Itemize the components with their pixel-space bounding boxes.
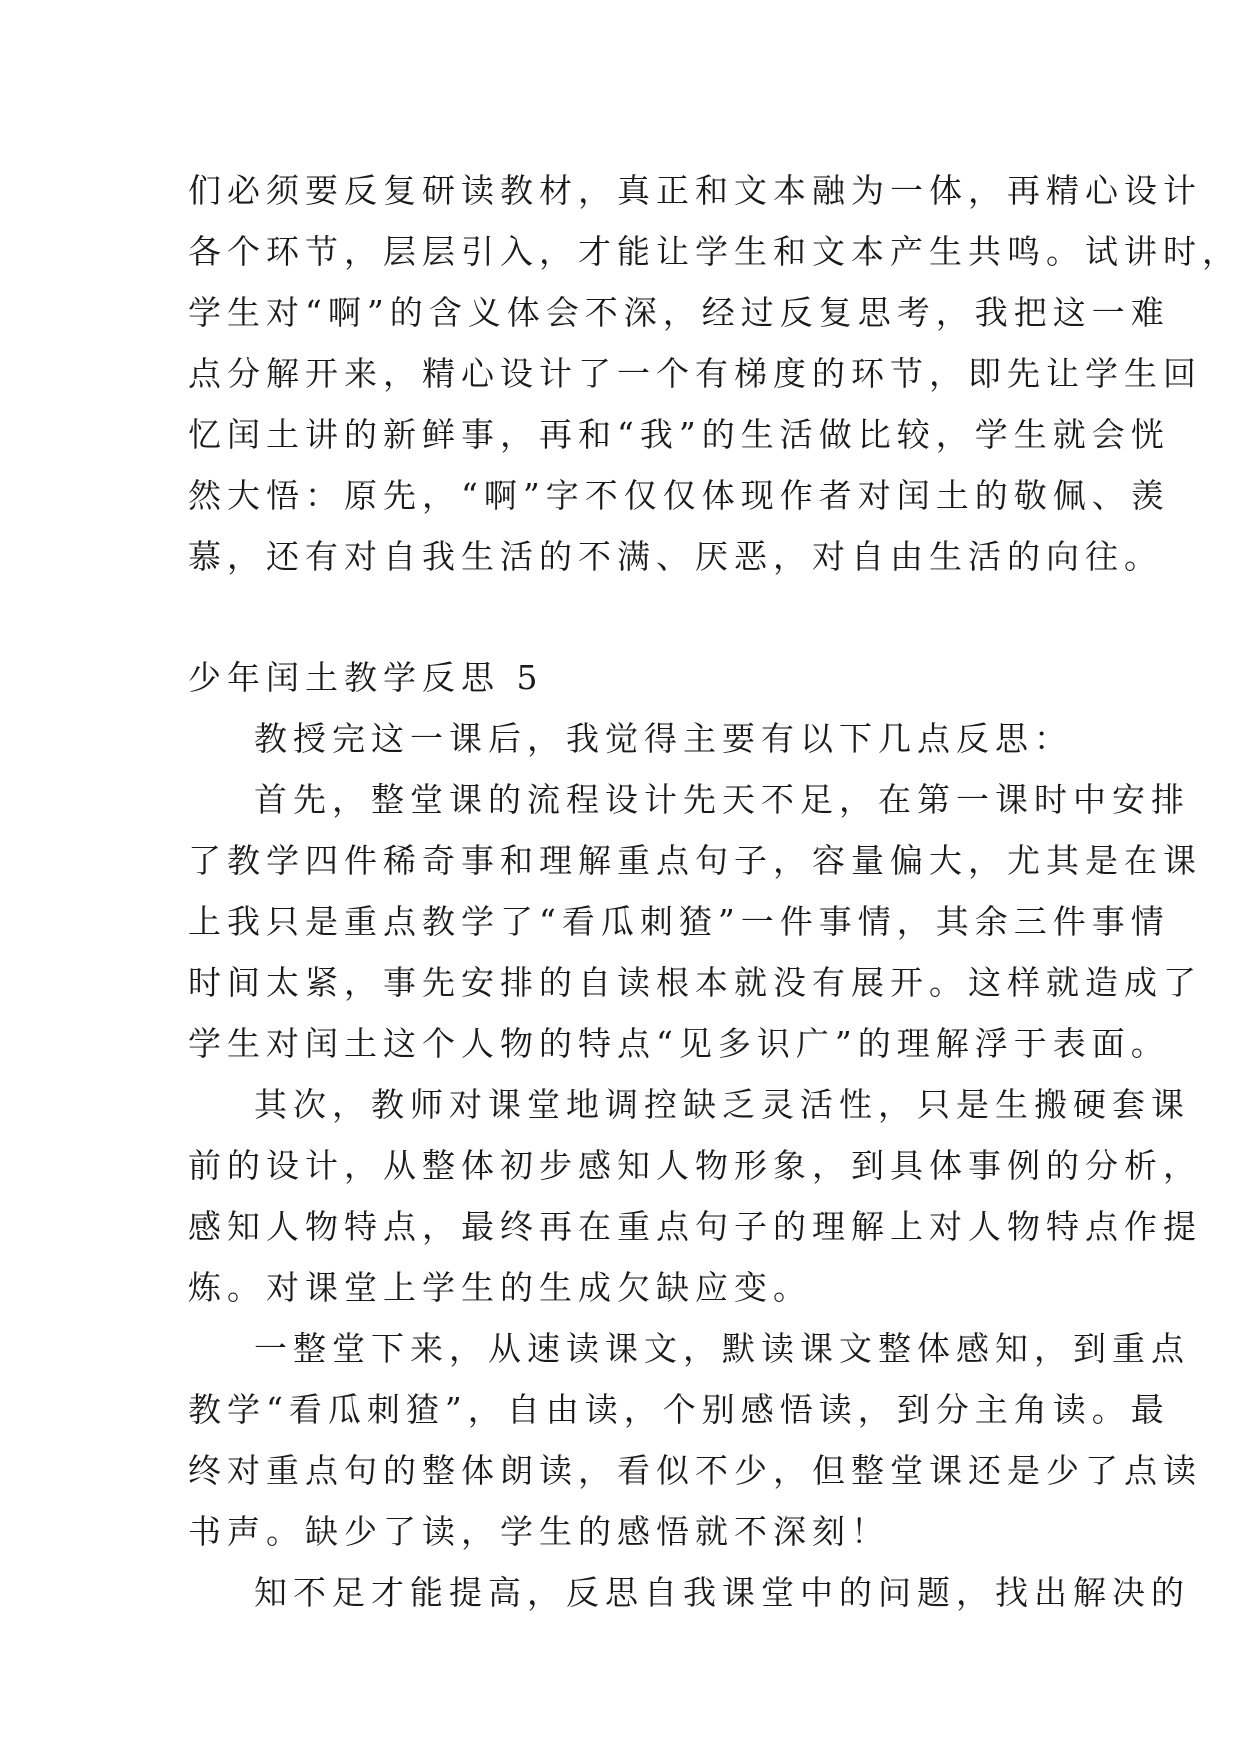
text-line: 忆闰土讲的新鲜事，再和“我”的生活做比较，学生就会恍	[188, 415, 1170, 454]
text-line: 了教学四件稀奇事和理解重点句子，容量偏大，尤其是在课	[188, 841, 1202, 880]
text-line: 教学“看瓜刺猹”，自由读，个别感悟读，到分主角读。最	[188, 1390, 1170, 1429]
text-line: 然大悟：原先，“啊”字不仅仅体现作者对闰土的敬佩、羡	[188, 476, 1170, 515]
text-line: 上我只是重点教学了“看瓜刺猹”一件事情，其余三件事情	[188, 902, 1170, 941]
paragraph-3	[188, 1074, 1202, 1318]
text-line: 各个环节，层层引入，才能让学生和文本产生共鸣。试讲时，	[188, 232, 1241, 271]
text-line: 们必须要反复研读教材，真正和文本融为一体，再精心设计	[188, 171, 1202, 210]
document-page	[188, 160, 1241, 1623]
text-line: 点分解开来，精心设计了一个有梯度的环节，即先让学生回	[188, 354, 1202, 393]
text-line: 终对重点句的整体朗读，看似不少，但整堂课还是少了点读	[188, 1451, 1202, 1490]
continued-paragraph	[188, 160, 1241, 587]
text-line: 慕，还有对自我生活的不满、厌恶，对自由生活的向往。	[188, 537, 1163, 576]
text-line: 感知人物特点，最终再在重点句子的理解上对人物特点作提	[188, 1207, 1202, 1246]
paragraph-2	[188, 769, 1202, 1074]
text-line: 前的设计，从整体初步感知人物形象，到具体事例的分析，	[188, 1146, 1202, 1185]
text-line: 首先，整堂课的流程设计先天不足，在第一课时中安排	[254, 780, 1190, 819]
text-line: 知不足才能提高，反思自我课堂中的问题，找出解决的	[254, 1573, 1190, 1612]
paragraph-1	[188, 708, 1073, 769]
text-line: 学生对“啊”的含义体会不深，经过反复思考，我把这一难	[188, 293, 1170, 332]
paragraph-gap	[188, 587, 1068, 647]
paragraph-5	[188, 1562, 1190, 1623]
text-line: 时间太紧，事先安排的自读根本就没有展开。这样就造成了	[188, 963, 1202, 1002]
text-line: 学生对闰土这个人物的特点“见多识广”的理解浮于表面。	[188, 1024, 1170, 1063]
text-line: 书声。缺少了读，学生的感悟就不深刻！	[188, 1512, 890, 1551]
text-line: 教授完这一课后，我觉得主要有以下几点反思：	[254, 719, 1073, 758]
text-line: 炼。对课堂上学生的生成欠缺应变。	[188, 1268, 812, 1307]
paragraph-4	[188, 1318, 1202, 1562]
text-line: 其次，教师对课堂地调控缺乏灵活性，只是生搬硬套课	[254, 1085, 1190, 1124]
text-line: 一整堂下来，从速读课文，默读课文整体感知，到重点	[254, 1329, 1190, 1368]
section-title: 少年闰土教学反思 5	[188, 658, 544, 697]
